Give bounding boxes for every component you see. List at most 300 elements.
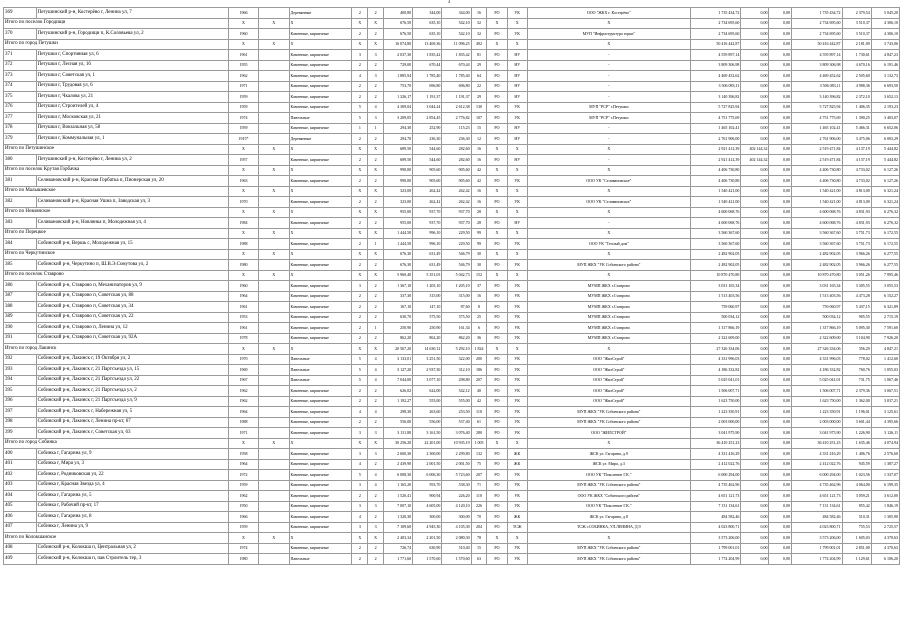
cell-f1: 0,00 (741, 102, 769, 113)
cell-area-b: 2 299,80 (442, 449, 471, 460)
cell-area-a: 315,00 (413, 291, 442, 302)
cell-spec: 3 751,73 (842, 239, 871, 250)
cell-org: Х (527, 344, 690, 355)
cell-own: 1 317 866,19 (791, 323, 842, 334)
cell-area-a: 900,94 (413, 491, 442, 502)
cell-area-a: 3 251,50 (413, 354, 442, 365)
cell-f1: 0,00 (741, 396, 769, 407)
cell-area-total: 2 037,30 (383, 50, 412, 61)
cell-f1: 0,00 (741, 60, 769, 71)
cell-no: 391 (4, 333, 37, 344)
cell-cost: 1 540 421,00 (690, 197, 741, 208)
cell-own: 4 331 416,29 (791, 449, 842, 460)
cell-own: 2 519 471,84 (791, 155, 842, 166)
cell-f1: 0,00 (741, 386, 769, 397)
cell-ts: УК (507, 8, 527, 19)
cell-own: 5 727 825,94 (791, 102, 842, 113)
cell-wall: Х (289, 249, 352, 260)
cell-area-b: 300,00 (442, 512, 471, 523)
cell-sv: РО (487, 501, 507, 512)
cell-entr: 2 (368, 134, 384, 145)
cell-area-a: 14 630,12 (413, 344, 442, 355)
cell-entr: 2 (368, 333, 384, 344)
cell-area-total: 167,10 (383, 302, 412, 313)
cell-f2: 0,00 (769, 8, 791, 19)
cell-f2: 0,00 (769, 218, 791, 229)
cell-ts: НУ (507, 218, 527, 229)
cell-floors: Х (352, 18, 368, 29)
cell-floors: 5 (352, 365, 368, 376)
cell-sv: РО (487, 554, 507, 565)
cell-year2 (259, 176, 289, 187)
cell-f2: 0,00 (769, 281, 791, 292)
cell-spec: 2 372,10 (842, 92, 871, 103)
cell-f2: 0,00 (769, 438, 791, 449)
cell-area-total: 1 320,30 (383, 512, 412, 523)
cell-area-b: 5 292,10 (442, 344, 471, 355)
cell-f2: 0,00 (769, 176, 791, 187)
cell-year2 (259, 491, 289, 502)
cell-own: 4 559 897,14 (791, 50, 842, 61)
cell-cost: 36 410 251,23 (690, 438, 741, 449)
cell-people: 12 (471, 134, 487, 145)
cell-floors: 2 (352, 386, 368, 397)
cell-lim: 5 444,82 (871, 144, 899, 155)
cell-area-a: 5 351,03 (413, 270, 442, 281)
cell-ts: УК (507, 197, 527, 208)
cell-spec: 1 129,61 (842, 554, 871, 565)
cell-f2: 0,00 (769, 186, 791, 197)
cell-own: 1 513 403,56 (791, 291, 842, 302)
cell-year2 (259, 8, 289, 19)
cell-area-a: 630,90 (413, 543, 442, 554)
cell-f1: 0,00 (741, 459, 769, 470)
cell-floors: 4 (352, 459, 368, 470)
cell-org: ООО УК "Селивановское" (527, 197, 690, 208)
cell-spec: 4 473,28 (842, 291, 871, 302)
cell-cost: 4 331 416,29 (690, 449, 741, 460)
cell-cost: 50 416 442,87 (690, 39, 741, 50)
cell-lim: 1 055,03 (871, 365, 899, 376)
table-row (4, 176, 900, 187)
cell-f2: 0,00 (769, 249, 791, 260)
cell-area-b: 542,10 (442, 29, 471, 40)
cell-address: Петушки г, Коммунальная ул, 1 (36, 134, 228, 145)
cell-address: Петушки г, Строителей ул, 4 (36, 102, 228, 113)
cell-people: 16 (471, 291, 487, 302)
cell-no: 400 (4, 449, 37, 460)
cell-wall: Каменные, кирпичные (289, 50, 352, 61)
table-row (4, 71, 900, 82)
cell-f1: 0,00 (741, 302, 769, 313)
cell-cost: 1 540 421,00 (690, 186, 741, 197)
cell-org: ООО УК ЖКХ "Собинского района" (527, 491, 690, 502)
cell-ts: ЖК (507, 449, 527, 460)
cell-area-a: 2 201,50 (413, 533, 442, 544)
cell-spec: 2 505,60 (842, 71, 871, 82)
cell-year2 (259, 449, 289, 460)
cell-cost: 2 482 902,05 (690, 260, 741, 271)
cell-sv: РО (487, 113, 507, 124)
cell-floors: Х (352, 165, 368, 176)
cell-own: 4 469 452,62 (791, 71, 842, 82)
cell-sv: РО (487, 92, 507, 103)
cell-area-b: 510,40 (442, 543, 471, 554)
cell-floors: 2 (352, 176, 368, 187)
cell-no: 393 (4, 365, 37, 376)
cell-own: 1 223 350,91 (791, 407, 842, 418)
cell-floors: 2 (352, 417, 368, 428)
cell-floors: 3 (352, 50, 368, 61)
cell-lim: 6 199,35 (871, 480, 899, 491)
cell-year2: Х (259, 533, 289, 544)
cell-ts: УК (507, 543, 527, 554)
cell-people: 64 (471, 71, 487, 82)
cell-area-a: 555,00 (413, 396, 442, 407)
cell-area-b: 1 835,42 (442, 50, 471, 61)
cell-people: 107 (471, 113, 487, 124)
cell-year: 1967 (228, 375, 258, 386)
cell-lim: 2 715,19 (871, 312, 899, 323)
cell-sv: РО (487, 470, 507, 481)
cell-org: МУП "РСР" г.Петушки (527, 113, 690, 124)
cell-sv: РО (487, 50, 507, 61)
cell-year: Х (228, 39, 258, 50)
cell-ts: ТСЖ (507, 522, 527, 533)
cell-f1: 0,00 (741, 123, 769, 134)
cell-wall: Деревянные (289, 8, 352, 19)
cell-area-total: 7 007,10 (383, 501, 412, 512)
cell-area-total: 3 133,01 (383, 354, 412, 365)
cell-floors: Х (352, 533, 368, 544)
cell-f2: 0,00 (769, 522, 791, 533)
cell-no: 371 (4, 50, 37, 61)
cell-area-total: 630,70 (383, 312, 412, 323)
cell-area-total: 400,80 (383, 8, 412, 19)
cell-floors: Х (352, 438, 368, 449)
cell-no: 374 (4, 81, 37, 92)
cell-address: Собинский р-н, Ставрово п, Ленина ул, 12 (36, 323, 228, 334)
cell-floors: 5 (352, 470, 368, 481)
cell-wall: Каменные, кирпичные (289, 543, 352, 554)
cell-lim: 6 172,55 (871, 239, 899, 250)
cell-org: МУП "Инфраструктура горки" (527, 29, 690, 40)
cell-cost: 500 034,12 (690, 312, 741, 323)
cell-area-a: 6 006,30 (413, 470, 442, 481)
cell-entr: 2 (368, 60, 384, 71)
cell-people: 81 (471, 50, 487, 61)
cell-lim: 3 612,00 (871, 491, 899, 502)
cell-ts: УК (507, 428, 527, 439)
cell-area-total: 3 209,05 (383, 113, 412, 124)
cell-wall: Каменные, кирпичные (289, 323, 352, 334)
cell-address: Собинка г, Гагарина ул, 8 (36, 512, 228, 523)
cell-wall: Каменные, кирпичные (289, 92, 352, 103)
cell-area-a: 996,10 (413, 239, 442, 250)
cell-lim: 3 132,73 (871, 71, 899, 82)
cell-lim: 6 152,27 (871, 291, 899, 302)
cell-sv: РО (487, 291, 507, 302)
cell-no: 378 (4, 123, 37, 134)
cell-cost: 7 131 134,61 (690, 501, 741, 512)
cell-address: Собинка г, Ленина ул, 9 (36, 522, 228, 533)
cell-wall: Х (289, 270, 352, 281)
cell-f2: 0,00 (769, 29, 791, 40)
cell-lim: 4 306,10 (871, 29, 899, 40)
cell-ts: Х (507, 344, 527, 355)
cell-year: Х (228, 165, 258, 176)
cell-f1: 0,00 (741, 29, 769, 40)
cell-spec: 1 226,90 (842, 428, 871, 439)
cell-address: Петушки г, Трудовая ул, 6 (36, 81, 228, 92)
cell-no: 376 (4, 102, 37, 113)
cell-spec: 3 475,06 (842, 134, 871, 145)
cell-sv: РО (487, 197, 507, 208)
cell-area-total: 862,20 (383, 333, 412, 344)
cell-own: 1 774 204,99 (791, 554, 842, 565)
cell-floors: 3 (352, 428, 368, 439)
cell-lim: 6 276,32 (871, 207, 899, 218)
cell-ts: УК (507, 312, 527, 323)
cell-address: Собинский р-н, Лакинск г, 21 Партсъезда ул, 15 (36, 365, 228, 376)
cell-org: МУМП ЖКХ г.Ставрово (527, 312, 690, 323)
cell-no: Итого по город Петушки (4, 39, 229, 50)
cell-ts: УК (507, 302, 527, 313)
cell-area-b: 537,40 (442, 417, 471, 428)
cell-wall: Каменные, кирпичные (289, 102, 352, 113)
cell-address: Петушки г, Вокзальная ул, 58 (36, 123, 228, 134)
cell-ts: УК (507, 365, 527, 376)
cell-org: ООО "ЖилСтрой" (527, 375, 690, 386)
cell-year: 1978 (228, 333, 258, 344)
cell-year: 1959 (228, 102, 258, 113)
cell-wall: Х (289, 533, 352, 544)
cell-area-b: 10 935,19 (442, 438, 471, 449)
cell-org: ООО "ЖилСтрой" (527, 386, 690, 397)
cell-org: - (527, 81, 690, 92)
cell-area-a: 2 854,45 (413, 113, 442, 124)
cell-wall: Каменные, кирпичные (289, 60, 352, 71)
cell-wall: Каменные, кирпичные (289, 480, 352, 491)
cell-area-b: 1 570,60 (442, 554, 471, 565)
table-row (4, 134, 900, 145)
cell-area-a: 3 161,50 (413, 428, 442, 439)
cell-own: 1 799 001,01 (791, 543, 842, 554)
cell-lim: 1 412,60 (871, 354, 899, 365)
table-row (4, 260, 900, 271)
cell-area-total: 323,00 (383, 186, 412, 197)
cell-ts: НУ (507, 50, 527, 61)
table-row (4, 92, 900, 103)
cell-people: 16 (471, 8, 487, 19)
cell-cost: 4 023 800,71 (690, 522, 741, 533)
cell-people: 36 (471, 333, 487, 344)
cell-no: Итого по Петушинское (4, 144, 229, 155)
cell-f1: 0,00 (741, 533, 769, 544)
cell-f1: 0,00 (741, 449, 769, 460)
cell-f1: 0,00 (741, 522, 769, 533)
cell-entr: 1 (368, 323, 384, 334)
cell-no: 383 (4, 218, 37, 229)
cell-f1: 0,00 (741, 18, 769, 29)
cell-area-total: 20 567,20 (383, 344, 412, 355)
cell-year: 1964 (228, 459, 258, 470)
cell-own: 4 600 068,76 (791, 207, 842, 218)
cell-area-b: 236,30 (442, 134, 471, 145)
cell-wall: Каменные, кирпичные (289, 386, 352, 397)
cell-wall: Каменные, кирпичные (289, 29, 352, 40)
cell-spec: 1 406,35 (842, 102, 871, 113)
cell-area-b: 282,60 (442, 155, 471, 166)
cell-year: 1970 (228, 354, 258, 365)
cell-f2: 0,00 (769, 291, 791, 302)
cell-floors: 2 (352, 312, 368, 323)
cell-people: 30 (471, 260, 487, 271)
cell-sv: Х (487, 270, 507, 281)
cell-area-a: 905,60 (413, 176, 442, 187)
page-number: 4 (448, 0, 450, 4)
cell-cost: 1 513 403,56 (690, 291, 741, 302)
cell-wall: Каменные, кирпичные (289, 239, 352, 250)
cell-floors: 2 (352, 155, 368, 166)
cell-floors: 2 (352, 333, 368, 344)
cell-spec: 4 670,16 (842, 60, 871, 71)
cell-cost: 3 031 165,34 (690, 281, 741, 292)
cell-org: - (527, 218, 690, 229)
cell-f1: 0,00 (741, 375, 769, 386)
cell-area-b: 542,12 (442, 386, 471, 397)
cell-f1: 0,00 (741, 501, 769, 512)
cell-area-a: 937,70 (413, 207, 442, 218)
cell-area-a: 1 191,37 (413, 92, 442, 103)
cell-people: 42 (471, 165, 487, 176)
cell-area-b: 2 080,30 (442, 533, 471, 544)
cell-org: МУМП ЖКХ г.Ставрово (527, 333, 690, 344)
cell-lim: 6 003,29 (871, 134, 899, 145)
cell-floors: 2 (352, 60, 368, 71)
cell-area-b: 115,23 (442, 123, 471, 134)
cell-area-a: 905,60 (413, 165, 442, 176)
cell-people: 63 (471, 554, 487, 565)
cell-org: ООО УК "Теплый дом" (527, 239, 690, 250)
cell-sv: РО (487, 396, 507, 407)
cell-own: 3 506 083,11 (791, 81, 842, 92)
cell-area-b: 5 723,60 (442, 470, 471, 481)
cell-spec: 3 059,21 (842, 491, 871, 502)
cell-org: Х (527, 228, 690, 239)
cell-people: 15 (471, 123, 487, 134)
cell-sv: Х (487, 207, 507, 218)
cell-f1: 0,00 (741, 491, 769, 502)
cell-f1: 0,00 (741, 239, 769, 250)
cell-year: 1988 (228, 417, 258, 428)
cell-ts: УК (507, 417, 527, 428)
cell-area-b: 312,10 (442, 365, 471, 376)
cell-year2 (259, 218, 289, 229)
cell-own: 3 041 975,90 (791, 428, 842, 439)
cell-entr: 2 (368, 386, 384, 397)
cell-area-a: 635,10 (413, 18, 442, 29)
cell-address: Собинка г, Гагарина ул, 5 (36, 491, 228, 502)
cell-year: 1959 (228, 123, 258, 134)
cell-people: 75 (471, 459, 487, 470)
cell-wall: Каменные, кирпичные (289, 459, 352, 470)
cell-org: ООО УК "Поколение Г.К." (527, 470, 690, 481)
cell-cost: 5 727 825,94 (690, 102, 741, 113)
cell-people: 204 (471, 522, 487, 533)
cell-entr: 2 (368, 155, 384, 166)
cell-cost: 2 482 902,05 (690, 249, 741, 260)
cell-no: Итого по Черкутинское (4, 249, 229, 260)
cell-org: ТСЖ г.СОБИНКА, УЛ.ЛЕНИНА, Д.9 (527, 522, 690, 533)
cell-spec: 3 751,73 (842, 228, 871, 239)
cell-area-total: 298,30 (383, 407, 412, 418)
cell-year: Х (228, 144, 258, 155)
cell-address: Собинский р-н, Черкутино п, Ш.В.Э.Сомутова ул, 2 (36, 260, 228, 271)
cell-sv: РО (487, 323, 507, 334)
cell-f1: 0,00 (741, 470, 769, 481)
cell-f2: 0,00 (769, 333, 791, 344)
cell-spec: 1 023,56 (842, 470, 871, 481)
cell-lim: 2 725,57 (871, 522, 899, 533)
cell-org: ООО "ЖИЛСТРОЙ" (527, 428, 690, 439)
cell-own: 484 582,46 (791, 512, 842, 523)
cell-f2: 0,00 (769, 155, 791, 166)
cell-lim: 2 576,60 (871, 449, 899, 460)
cell-area-a: 250,90 (413, 323, 442, 334)
cell-spec: 755,53 (842, 522, 871, 533)
cell-spec: 1 730,61 (842, 50, 871, 61)
cell-area-total: 689,50 (383, 155, 412, 166)
cell-sv: РО (487, 218, 507, 229)
cell-year2 (259, 71, 289, 82)
cell-area-total: 2 403,34 (383, 533, 412, 544)
cell-area-b: 937,70 (442, 207, 471, 218)
summary-row (4, 18, 900, 29)
cell-cost: 4 331 996,03 (690, 354, 741, 365)
table-row (4, 417, 900, 428)
cell-address: Петушинский р-н, Костерёво г, Ленина ул, 7 (36, 8, 228, 19)
cell-no: 386 (4, 281, 37, 292)
cell-ts: УК (507, 501, 527, 512)
cell-year2 (259, 281, 289, 292)
cell-year2 (259, 407, 289, 418)
cell-area-total: 323,00 (383, 197, 412, 208)
cell-area-total: 676,30 (383, 249, 412, 260)
cell-people: 29 (471, 60, 487, 71)
cell-floors: 2 (352, 81, 368, 92)
cell-address: Собинский р-н, Лакинск г, Набережная ул, 5 (36, 407, 228, 418)
cell-entr: 4 (368, 407, 384, 418)
cell-wall: Каменные, кирпичные (289, 428, 352, 439)
cell-area-a: 252,90 (413, 123, 442, 134)
cell-no: 395 (4, 386, 37, 397)
cell-own: 4 406 730,80 (791, 176, 842, 187)
cell-own: 2 322 609,00 (791, 333, 842, 344)
cell-area-a: 300,00 (413, 512, 442, 523)
cell-year: 1960 (228, 281, 258, 292)
cell-area-total: 337,30 (383, 291, 412, 302)
cell-own: 2 734 695,60 (791, 18, 842, 29)
cell-area-b: 4 120,10 (442, 501, 471, 512)
cell-f2: 0,00 (769, 207, 791, 218)
cell-lim: 6 321,24 (871, 186, 899, 197)
cell-sv: РО (487, 480, 507, 491)
cell-cost: 4 751 775,69 (690, 113, 741, 124)
cell-no: 409 (4, 554, 37, 565)
cell-sv: РО (487, 491, 507, 502)
cell-area-b: 862,20 (442, 333, 471, 344)
